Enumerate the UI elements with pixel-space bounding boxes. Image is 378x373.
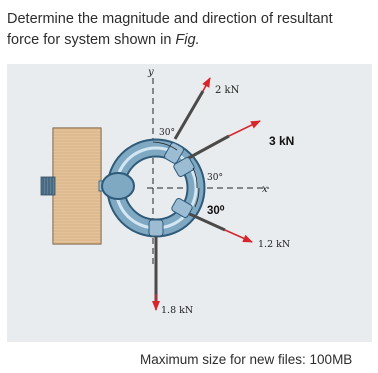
arrow-3kn — [229, 121, 260, 136]
x-axis-label: x — [262, 184, 268, 195]
y-axis-label: y — [148, 67, 154, 78]
cable-2kn — [175, 91, 203, 139]
arrow-2kn — [203, 78, 210, 91]
force-label-3kn: 3 kN — [269, 134, 295, 148]
arrow-1-2kn — [225, 230, 252, 242]
question-text — [7, 9, 372, 51]
angle-label-top: 30° — [159, 128, 175, 138]
force-label-1-2kn: 1.2 kN — [258, 239, 291, 250]
bottom-clevis — [149, 220, 163, 236]
cable-3kn — [185, 136, 229, 160]
angle-label-right: 30° — [207, 173, 223, 183]
figure-panel — [7, 64, 372, 342]
angle-label-lower: 30⁰ — [207, 205, 225, 217]
upload-size-note: Maximum size for new files: 100MB — [140, 352, 353, 367]
question-line-1: Determine the magnitude and direction of resultant — [7, 11, 333, 27]
force-label-1-8kn: 1.8 kN — [161, 305, 194, 316]
question-line-2-text: force for system shown in — [7, 32, 176, 48]
force-label-2kn: 2 kN — [215, 85, 240, 96]
wood-block — [53, 128, 101, 244]
question-line-2 — [7, 30, 372, 51]
force-diagram — [7, 64, 372, 342]
figure-reference: Fig. — [175, 32, 200, 48]
